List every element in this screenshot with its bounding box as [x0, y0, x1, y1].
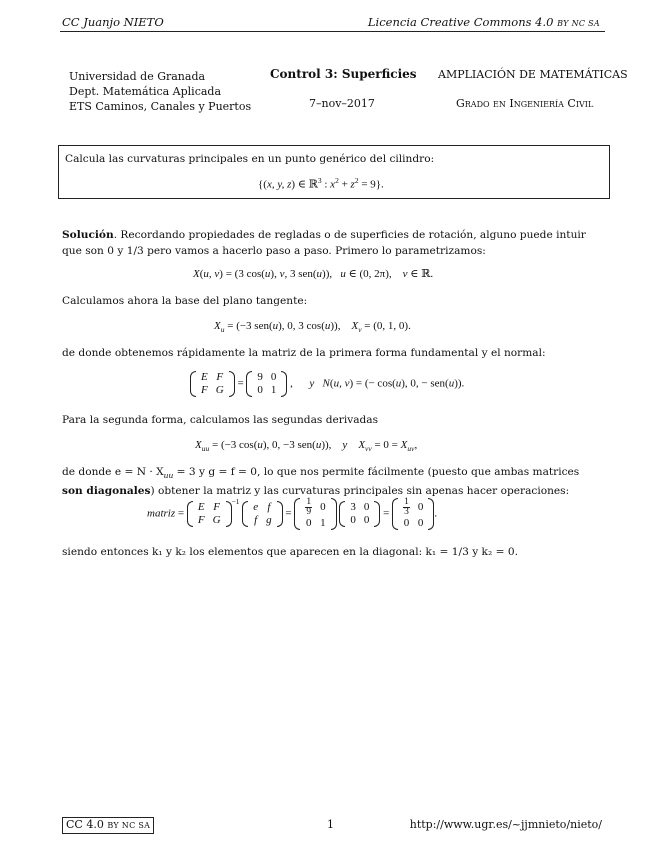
exam-date: 7–nov–2017 — [309, 97, 375, 110]
header-license — [368, 15, 600, 29]
header-author: CC Juanjo NIETO — [62, 15, 164, 29]
first-fundamental-form-equation: E F F G = 9 0 0 1 , y N(u, v) = (− cos(u), 0, − sen(u)). — [190, 371, 464, 397]
solution-paragraph-6: siendo entonces k₁ y k₂ los elementos que aparecen en la diagonal: k₁ = 1/3 y k₂ = 0. — [62, 546, 518, 558]
degree-name: Grado en Ingeniería Civil — [456, 97, 594, 110]
problem-statement: Calcula las curvaturas principales en un punto genérico del cilindro: — [65, 153, 435, 165]
footer-badge-cc: CC 4.0 — [66, 818, 104, 831]
footer-url[interactable]: http://www.ugr.es/~jjmnieto/nieto/ — [409, 818, 602, 831]
header-license-badge: BY NC SA — [557, 19, 600, 28]
institution-block — [69, 69, 251, 114]
solution-paragraph-2: Calculamos ahora la base del plano tangente: — [62, 295, 308, 307]
school: ETS Caminos, Canales y Puertos — [69, 100, 252, 113]
department: Dept. Matemática Aplicada — [69, 85, 222, 98]
exam-title: Control 3: Superficies — [270, 67, 417, 81]
second-derivatives-equation: $X_{uu} = (-3$ cos(u), 0, −3 sen(u)), y $X_{vv} = 0 = X_{uv}$, — [195, 439, 418, 454]
solution-text-5a: de donde e = N · X — [62, 466, 164, 478]
matrix-label: matriz — [147, 507, 176, 520]
solution-paragraph-3: de donde obtenemos rápidamente la matriz de la primera forma fundamental y el normal: — [62, 347, 546, 359]
solution-paragraph-1 — [62, 228, 602, 259]
footer-badge-by: BY NC SA — [107, 821, 151, 830]
footer-license-badge — [62, 817, 154, 834]
solution-paragraph-5: de donde $e = N \cdot X_{uu} = 3$ y g = f = 0, lo que nos permite fácilmente (puesto que ambas matrices son diagonales) obtener la matriz y las curvaturas principales sin apenas hacer operaciones: — [62, 466, 580, 497]
university: Universidad de Granada — [69, 70, 206, 83]
page-number: 1 — [327, 818, 334, 831]
solution-paragraph-4: Para la segunda forma, calculamos las segundas derivadas — [62, 414, 379, 426]
parametrization-equation: X(u, v) = (3 cos(u), v, 3 sen(u)), u ∈ (0, 2π), v ∈ ℝ. — [193, 268, 434, 280]
problem-set-equation: {(x, y, z) ∈ ℝ$^3$ : $x^2 + z^2 = 9$}. — [258, 176, 384, 191]
solution-label: Solución — [62, 229, 114, 241]
course-name: AMPLIACIÓN DE MATEMÁTICAS — [438, 68, 628, 81]
tangent-basis-equation: $X_u = (-3$ sen(u), 0, 3 cos(u)), $X_v = (0$, 1, 0). — [214, 320, 411, 335]
solution-text-1: . Recordando propiedades de regladas o de superficies de rotación, alguno puede intuir que son 0 y 1/3 pero vamos a hacerlo paso a paso. Primero lo parametrizamos: — [62, 229, 586, 257]
solution-text-5-bold: son diagonales — [62, 484, 151, 497]
matrix-equation: matriz = E F F G $^{-1}$ e f f g = $\frac{1}{9}$ 0 0 1 3 0 0 0 = $\frac{1}{3}$ 0 0 0 . — [147, 496, 438, 529]
solution-text-5c: ) obtener la matriz y las curvaturas principales sin apenas hacer operaciones: — [150, 484, 570, 497]
solution-text-5b: = 3 y g = f = 0, lo que nos permite fácilmente (puesto que ambas matrices — [173, 466, 580, 478]
header-license-text: Licencia Creative Commons 4.0 — [367, 15, 554, 29]
header-rule — [60, 31, 605, 32]
